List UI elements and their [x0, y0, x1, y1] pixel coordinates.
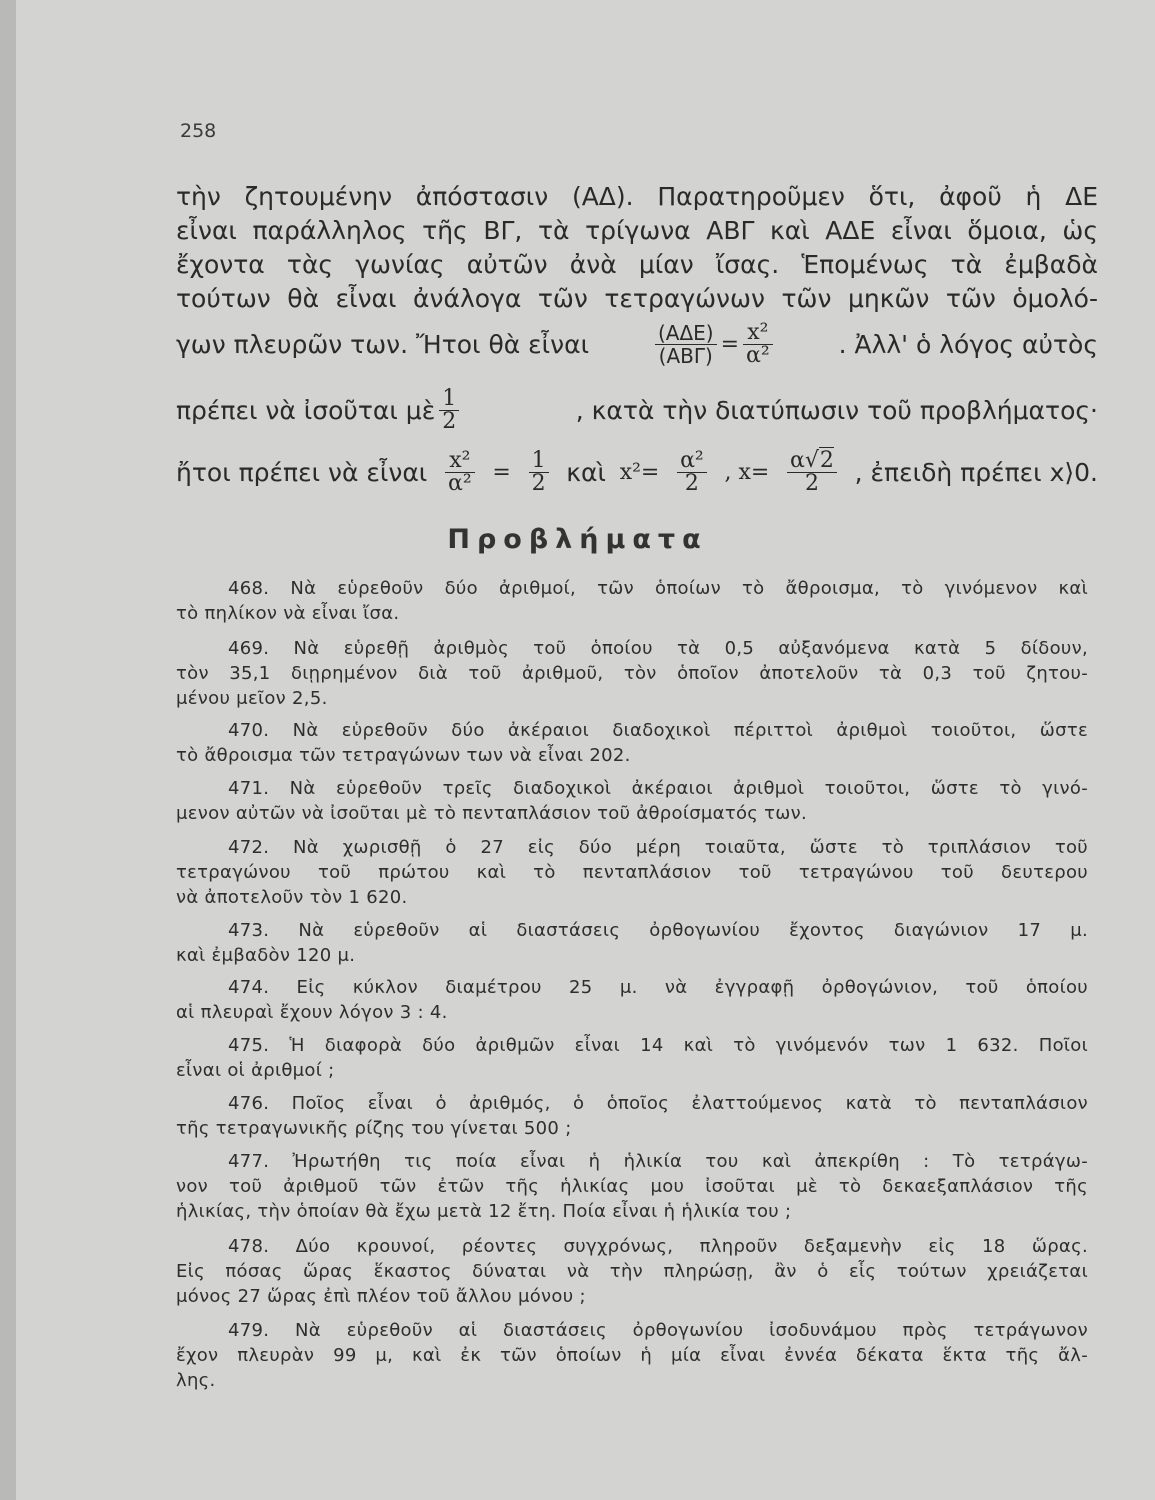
problem-first-line: 472. Νὰ χωρισθῇ ὁ 27 εἰς δύο μέρη τοιαῦτα, ὥστε τὸ τριπλάσιον τοῦ: [228, 837, 1088, 858]
problem-item: [176, 835, 1088, 910]
problem-first-line: 473. Νὰ εὑρεθοῦν αἱ διαστάσεις ὀρθογωνίου ἔχοντος διαγώνιον 17 μ.: [228, 920, 1088, 941]
problem-line: λης.: [176, 1370, 216, 1391]
intro-line-1: τὴν ζητουμένην ἀπόστασιν (ΑΔ). Παρατηροῦμεν ὅτι, ἀφοῦ ἡ ΔΕ: [176, 182, 1098, 211]
square-root-sign: √: [804, 448, 819, 473]
problem-item: [176, 718, 1088, 768]
page-edge: [0, 0, 16, 1500]
fraction-numerator: x²: [445, 450, 475, 473]
problem-first-line: 468. Νὰ εὑρεθοῦν δύο ἀριθμοί, τῶν ὁποίων τὸ ἄθροισμα, τὸ γινόμενον καὶ: [228, 578, 1088, 599]
problem-line: Εἰς πόσας ὥρας ἕκαστος δύναται νὰ τὴν πληρώσῃ, ἂν ὁ εἷς τούτων χρειάζεται: [176, 1261, 1088, 1282]
conjunction-text: καὶ: [566, 457, 606, 487]
intro-line-6-tail: , κατὰ τὴν διατύπωσιν τοῦ προβλήματος·: [575, 395, 1098, 425]
intro-line-6: [176, 388, 1098, 433]
problem-line: μενον αὐτῶν νὰ ἰσοῦται μὲ τὸ πενταπλάσιον τοῦ ἀθροίσματός των.: [176, 803, 808, 824]
problem-first-line: 471. Νὰ εὑρεθοῦν τρεῖς διαδοχικοὶ ἀκέραιοι ἀριθμοὶ τοιοῦτοι, ὥστε τὸ γινό-: [228, 778, 1088, 799]
problem-item: [176, 576, 1088, 626]
x-alpha-fraction: [743, 322, 773, 367]
problem-line: τῆς τετραγωνικῆς ρίζης του γίνεται 500 ;: [176, 1118, 572, 1139]
problem-first-line: 476. Ποῖος εἶναι ὁ ἀριθμός, ὁ ὁποῖος ἐλαττούμενος κατὰ τὸ πενταπλάσιον: [228, 1093, 1088, 1114]
fraction-numerator: 1: [529, 450, 549, 473]
fraction-numerator: 1: [439, 388, 459, 411]
intro-line-5-tail: . Ἀλλ' ὁ λόγος αὐτὸς: [838, 329, 1098, 359]
fraction-denominator: 2: [442, 409, 457, 434]
problem-first-line: 474. Εἰς κύκλον διαμέτρου 25 μ. νὰ ἐγγραφῇ ὀρθογώνιον, τοῦ ὁποίου: [228, 977, 1088, 998]
problem-item: [176, 918, 1088, 968]
equals-sign: =: [492, 459, 511, 485]
problem-line: τετραγώνου τοῦ πρώτου καὶ τὸ πενταπλάσιον τοῦ τετραγώνου τοῦ δευτερου: [176, 862, 1088, 883]
fraction-denominator: 2: [804, 471, 819, 496]
fraction-denominator: 2: [531, 471, 546, 496]
problem-line: καὶ ἐμβαδὸν 120 μ.: [176, 945, 356, 966]
problem-item: [176, 1149, 1088, 1224]
alpha-root-two-fraction: [787, 450, 837, 495]
x-squared-equals: x²=: [619, 459, 660, 485]
problem-line: τὸν 35,1 διῃρημένον διὰ τοῦ ἀριθμοῦ, τὸν ὁποῖον ἀποτελοῦν τὰ 0,3 τοῦ ζητου-: [176, 663, 1088, 684]
problem-line: μένου μεῖον 2,5.: [176, 688, 328, 709]
problem-line: ἔχον πλευρὰν 99 μ, καὶ ἐκ τῶν ὁποίων ἡ μία εἶναι ἐννέα δέκατα ἕκτα τῆς ἄλ-: [176, 1345, 1088, 1366]
x-alpha-fraction: [445, 450, 475, 495]
alpha-squared-half-fraction: [677, 450, 707, 495]
fraction-numerator: α²: [677, 450, 707, 473]
fraction-numerator: [787, 450, 837, 473]
problem-item: [176, 1033, 1088, 1083]
area-ratio-fraction: [655, 322, 717, 367]
intro-line-2: εἶναι παράλληλος τῆς ΒΓ, τὰ τρίγωνα ΑΒΓ καὶ ΑΔΕ εἶναι ὅμοια, ὡς: [176, 216, 1098, 245]
problem-line: νον τοῦ ἀριθμοῦ τῶν ἐτῶν τῆς ἡλικίας μου ἰσοῦται μὲ τὸ δεκαεξαπλάσιον τῆς: [176, 1176, 1088, 1197]
intro-line-7-tail: , ἐπειδὴ πρέπει x⟩0.: [854, 457, 1098, 487]
problem-item: [176, 776, 1088, 826]
intro-line-6-text: πρέπει νὰ ἰσοῦται μὲ: [176, 395, 436, 425]
intro-line-4: τούτων θὰ εἶναι ἀνάλογα τῶν τετραγώνων τῶν μηκῶν τῶν ὁμολό-: [176, 284, 1098, 313]
problem-item: [176, 975, 1088, 1025]
intro-line-3: ἔχοντα τὰς γωνίας αὐτῶν ἀνὰ μίαν ἴσας. Ἑπομένως τὰ ἐμβαδὰ: [176, 250, 1098, 279]
fraction-numerator: x²: [743, 322, 773, 345]
problem-line: νὰ ἀποτελοῦν τὸν 1 620.: [176, 887, 408, 908]
problem-line: αἱ πλευραὶ ἔχουν λόγον 3 : 4.: [176, 1002, 448, 1023]
page-number: 258: [180, 120, 217, 142]
fraction-denominator: (ΑΒΓ): [658, 344, 713, 368]
intro-line-5: [176, 322, 1098, 367]
fraction-denominator: 2: [684, 471, 699, 496]
radicand: 2: [819, 448, 834, 473]
problem-item: [176, 1318, 1088, 1393]
equals-sign: =: [720, 331, 739, 357]
intro-line-7-text: ἤτοι πρέπει νὰ εἶναι: [176, 457, 428, 487]
problem-first-line: 475. Ἡ διαφορὰ δύο ἀριθμῶν εἶναι 14 καὶ τὸ γινόμενόν των 1 632. Ποῖοι: [228, 1035, 1088, 1056]
problem-item: [176, 1091, 1088, 1141]
problem-item: [176, 1234, 1088, 1309]
x-equals: , x=: [724, 459, 770, 485]
alpha-symbol: α: [790, 448, 805, 473]
fraction-denominator: α²: [448, 471, 472, 496]
problem-first-line: 470. Νὰ εὑρεθοῦν δύο ἀκέραιοι διαδοχικοὶ πέριττοὶ ἀριθμοὶ τοιοῦτοι, ὥστε: [228, 720, 1088, 741]
problem-first-line: 477. Ἠρωτήθη τις ποία εἶναι ἡ ἡλικία του καὶ ἀπεκρίθη : Τὸ τετράγω-: [228, 1151, 1088, 1172]
one-half-fraction: [439, 388, 459, 433]
problem-line: τὸ πηλίκον νὰ εἶναι ἴσα.: [176, 603, 400, 624]
problem-line: μόνος 27 ὥρας ἐπὶ πλέον τοῦ ἄλλου μόνου ;: [176, 1286, 586, 1307]
fraction-denominator: α²: [746, 343, 770, 368]
intro-line-5-text: γων πλευρῶν των. Ἤτοι θὰ εἶναι: [176, 329, 590, 359]
one-half-fraction: [529, 450, 549, 495]
section-heading: Προβλήματα: [447, 524, 708, 555]
problem-first-line: 479. Νὰ εὑρεθοῦν αἱ διαστάσεις ὀρθογωνίου ἰσοδυνάμου πρὸς τετράγωνον: [228, 1320, 1088, 1341]
problem-line: τὸ ἄθροισμα τῶν τετραγώνων των νὰ εἶναι 202.: [176, 745, 631, 766]
problem-line: ἡλικίας, τὴν ὁποίαν θὰ ἔχω μετὰ 12 ἔτη. Ποία εἶναι ἡ ἡλικία του ;: [176, 1201, 792, 1222]
fraction-numerator: (ΑΔΕ): [655, 322, 717, 345]
problem-item: [176, 636, 1088, 711]
intro-line-7: [176, 450, 1098, 495]
problem-first-line: 478. Δύο κρουνοί, ρέοντες συγχρόνως, πληροῦν δεξαμενὴν εἰς 18 ὥρας.: [228, 1236, 1088, 1257]
problem-line: εἶναι οἱ ἀριθμοί ;: [176, 1060, 335, 1081]
problem-first-line: 469. Νὰ εὑρεθῇ ἀριθμὸς τοῦ ὁποίου τὰ 0,5 αὐξανόμενα κατὰ 5 δίδουν,: [228, 638, 1088, 659]
